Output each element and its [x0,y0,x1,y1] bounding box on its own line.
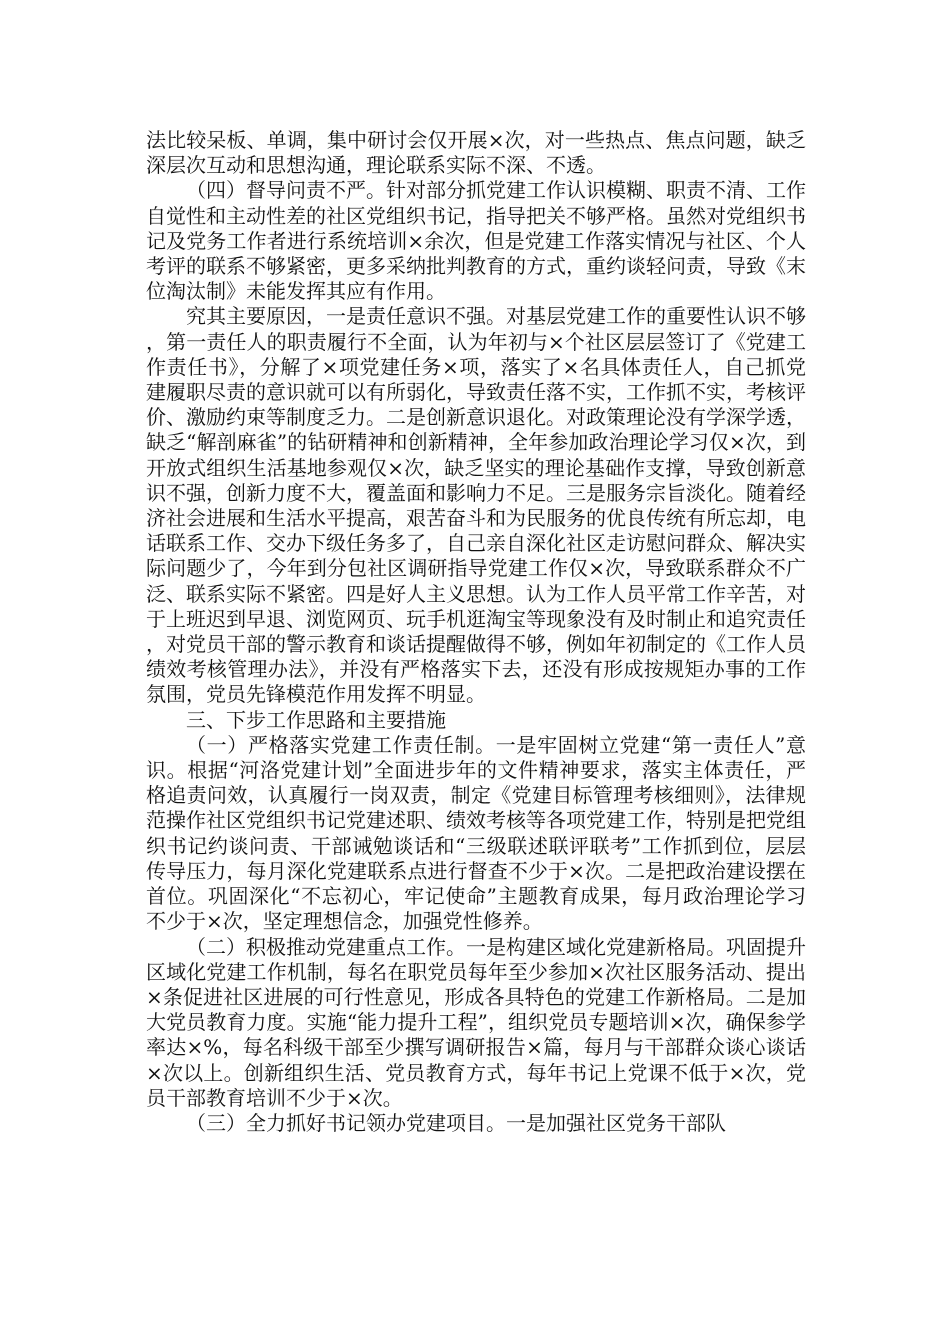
paragraph-key-work: （二）积极推动党建重点工作。一是构建区域化党建新格局。巩固提升区域化党建工作机制，每名在职党员每年至少参加×次社区服务活动、提出×条促进社区进展的可行性意见，形成各具特色的党建工作新格局。二是加大党员教育力度。实施“能力提升工程”，组织党员专题培训×次，确保参学率达×%，每名科级干部至少撰写调研报告×篇，每月与干部群众谈心谈话×次以上。创新组织生活、党员教育方式，每年书记上党课不低于×次，党员干部教育培训不少于×次。 [146,934,806,1110]
paragraph-supervision-accountability: （四）督导问责不严。针对部分抓党建工作认识模糊、职责不清、工作自觉性和主动性差的社区党组织书记，指导把关不够严格。虽然对党组织书记及党务工作者进行系统培训×余次，但是党建工作落实情况与社区、个人考评的联系不够紧密，更多采纳批判教育的方式，重约谈轻问责，导致《末位淘汰制》未能发挥其应有作用。 [146,178,806,304]
paragraph-continuation: 法比较呆板、单调，集中研讨会仅开展×次，对一些热点、焦点问题，缺乏深层次互动和思想沟通，理论联系实际不深、不透。 [146,128,806,178]
paragraph-secretary-projects: （三）全力抓好书记领办党建项目。一是加强社区党务干部队 [186,1110,726,1135]
section-heading-next-steps: 三、下步工作思路和主要措施 [186,707,446,732]
document-body [146,128,806,1136]
paragraph-root-causes: 究其主要原因，一是责任意识不强。对基层党建工作的重要性认识不够，第一责任人的职责履行不全面，认为年初与×个社区层层签订了《党建工作责任书》，分解了×项党建任务×项，落实了×名具体责任人，自己抓党建履职尽责的意识就可以有所弱化，导致责任落不实，工作抓不实，考核评价、激励约束等制度乏力。二是创新意识退化。对政策理论没有学深学透，缺乏“解剖麻雀”的钻研精神和创新精神，全年参加政治理论学习仅×次，到开放式组织生活基地参观仅×次，缺乏坚实的理论基础作支撑，导致创新意识不强，创新力度不大，覆盖面和影响力不足。三是服务宗旨淡化。随着经济社会进展和生活水平提高，艰苦奋斗和为民服务的优良传统有所忘却，电话联系工作、交办下级任务多了，自己亲自深化社区走访慰问群众、解决实际问题少了，今年到分包社区调研指导党建工作仅×次，导致联系群众不广泛、联系实际不紧密。四是好人主义思想。认为工作人员平常工作辛苦，对于上班迟到早退、浏览网页、玩手机逛淘宝等现象没有及时制止和追究责任，对党员干部的警示教育和谈话提醒做得不够，例如年初制定的《工作人员绩效考核管理办法》，并没有严格落实下去，还没有形成按规矩办事的工作氛围，党员先锋模范作用发挥不明显。 [146,304,806,707]
paragraph-responsibility-system: （一）严格落实党建工作责任制。一是牢固树立党建“第一责任人”意识。根据“河洛党建计划”全面进步年的文件精神要求，落实主体责任，严格追责问效，认真履行一岗双责，制定《党建目标管理考核细则》，法律规范操作社区党组织书记党建述职、绩效考核等各项党建工作，特别是把党组织书记约谈问责、干部诫勉谈话和“三级联述联评联考”工作抓到位，层层传导压力，每月深化党建联系点进行督查不少于×次。二是把政治建设摆在首位。巩固深化“不忘初心，牢记使命”主题教育成果，每月政治理论学习不少于×次，坚定理想信念，加强党性修养。 [146,732,806,934]
